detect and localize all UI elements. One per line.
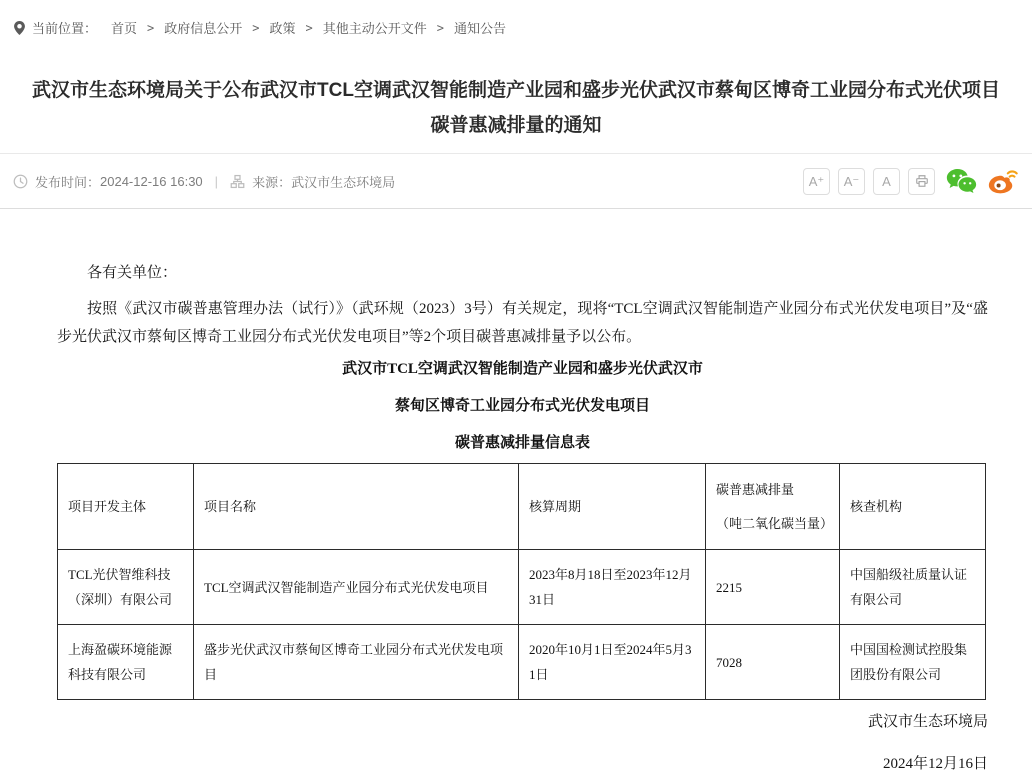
meta-separator: | bbox=[214, 173, 219, 189]
table-title-line1: 武汉市TCL空调武汉智能制造产业园和盛步光伏武汉市 bbox=[342, 361, 703, 377]
divider-meta bbox=[0, 208, 1032, 209]
cell-period: 2020年10月1日至2024年5月31日 bbox=[519, 625, 706, 700]
meta-info bbox=[13, 172, 395, 191]
header-emission-reduction bbox=[706, 464, 840, 550]
meta-row bbox=[0, 154, 1032, 208]
wechat-icon bbox=[946, 168, 977, 195]
signature-organization: 武汉市生态环境局 bbox=[867, 714, 988, 730]
cell-period: 2023年8月18日至2023年12月31日 bbox=[519, 550, 706, 625]
table-title-line2: 蔡甸区博奇工业园分布式光伏发电项目 bbox=[394, 398, 650, 414]
table-row bbox=[58, 550, 986, 625]
breadcrumb-item-other-docs[interactable]: 其他主动公开文件 bbox=[322, 21, 427, 36]
clock-icon bbox=[13, 174, 28, 189]
cell-project-name: 盛步光伏武汉市蔡甸区博奇工业园分布式光伏发电项目 bbox=[194, 625, 519, 700]
cell-developer: 上海盈碳环境能源科技有限公司 bbox=[58, 625, 194, 700]
breadcrumb-item-home[interactable]: 首页 bbox=[111, 21, 138, 36]
breadcrumb-separator: > bbox=[252, 20, 260, 35]
breadcrumb-separator: > bbox=[436, 20, 445, 35]
cell-verifier: 中国国检测试控股集团股份有限公司 bbox=[840, 625, 986, 700]
table-row bbox=[58, 625, 986, 700]
breadcrumb-separator: > bbox=[305, 20, 313, 35]
emission-reduction-table bbox=[57, 463, 986, 700]
printer-icon bbox=[915, 174, 929, 188]
weibo-share-button[interactable] bbox=[988, 168, 1018, 194]
publish-time-label: 发布时间： bbox=[35, 174, 101, 190]
cell-project-name: TCL空调武汉智能制造产业园分布式光伏发电项目 bbox=[194, 550, 519, 625]
font-decrease-button[interactable]: A⁻ bbox=[838, 168, 865, 195]
source-sitemap-icon bbox=[230, 174, 245, 189]
signature-date: 2024年12月16日 bbox=[882, 756, 988, 772]
article-body bbox=[0, 259, 1032, 774]
page-title: 武汉市生态环境局关于公布武汉市TCL空调武汉智能制造产业园和盛步光伏武汉市蔡甸区博奇工业园分布式光伏项目碳普惠减排量的通知 bbox=[32, 80, 1000, 136]
header-verification-agency: 核查机构 bbox=[840, 464, 986, 550]
header-emission-reduction-title: 碳普惠减排量 bbox=[716, 482, 795, 497]
breadcrumb bbox=[0, 0, 1032, 37]
header-project-developer: 项目开发主体 bbox=[58, 464, 194, 550]
table-title-line3: 碳普惠减排量信息表 bbox=[454, 435, 590, 451]
article-toolbar bbox=[795, 168, 1018, 195]
source-label: 来源： bbox=[252, 174, 292, 190]
body-paragraph: 按照《武汉市碳普惠管理办法（试行）》（武环规（2023）3号）有关规定，现将“TCL空调武汉智能制造产业园分布式光伏发电项目”及“盛步光伏武汉市蔡甸区博奇工业园分布式光伏发电项目”等2个项目碳普惠减排量予以公布。 bbox=[57, 301, 988, 345]
header-accounting-period: 核算周期 bbox=[519, 464, 706, 550]
publish-time-value: 2024-12-16 16:30 bbox=[100, 173, 203, 189]
wechat-share-button[interactable] bbox=[946, 168, 977, 195]
header-project-name: 项目名称 bbox=[194, 464, 519, 550]
print-button[interactable] bbox=[908, 168, 935, 195]
cell-reduction-amount: 7028 bbox=[706, 625, 840, 700]
breadcrumb-item-announcements[interactable]: 通知公告 bbox=[454, 21, 507, 36]
breadcrumb-label: 当前位置： bbox=[32, 21, 98, 36]
breadcrumb-separator: > bbox=[147, 20, 155, 35]
breadcrumb-item-gov-info[interactable]: 政府信息公开 bbox=[164, 21, 243, 36]
cell-reduction-amount: 2215 bbox=[706, 550, 840, 625]
header-emission-reduction-unit: （吨二氧化碳当量） bbox=[716, 516, 834, 531]
table-header-row bbox=[58, 464, 986, 550]
salutation: 各有关单位： bbox=[87, 265, 178, 281]
weibo-icon bbox=[988, 168, 1018, 194]
cell-developer: TCL光伏智维科技（深圳）有限公司 bbox=[58, 550, 194, 625]
font-reset-button[interactable]: A bbox=[873, 168, 900, 195]
source-value: 武汉市生态环境局 bbox=[291, 174, 396, 190]
location-pin-icon bbox=[13, 20, 26, 36]
breadcrumb-item-policy[interactable]: 政策 bbox=[269, 21, 296, 36]
font-increase-button[interactable]: A⁺ bbox=[803, 168, 830, 195]
cell-verifier: 中国船级社质量认证有限公司 bbox=[840, 550, 986, 625]
